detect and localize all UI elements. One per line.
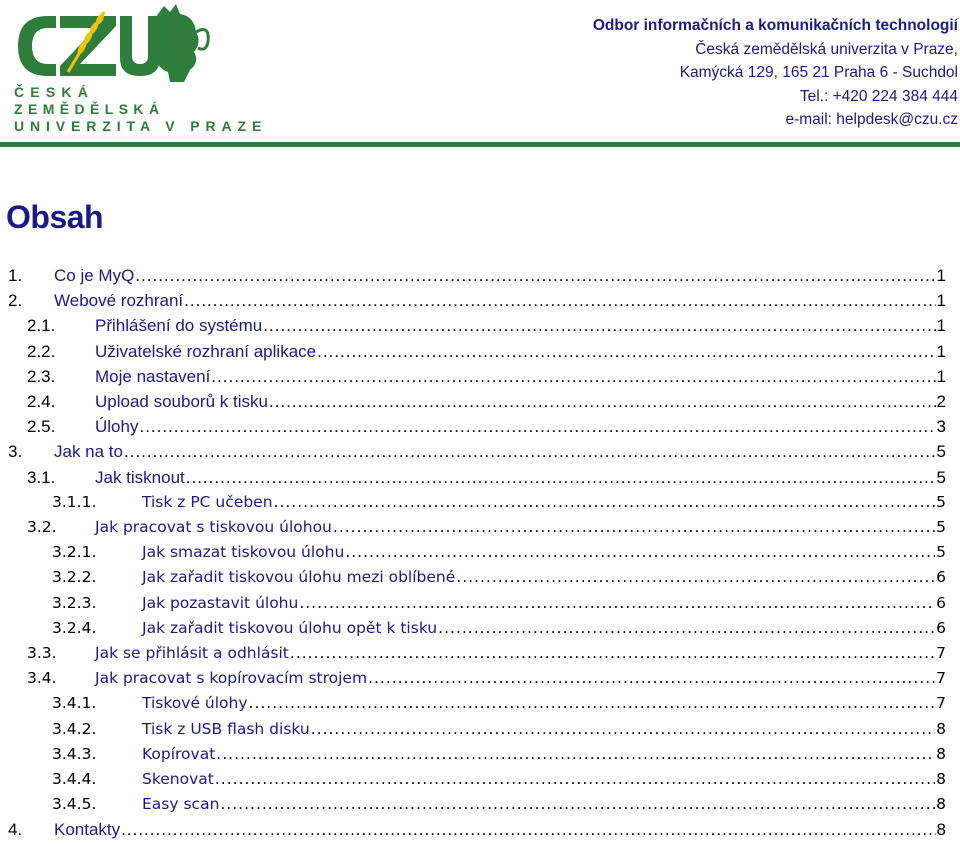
toc-entry-page: 8 [936, 820, 946, 840]
toc-entry-number: 2.3. [27, 366, 56, 386]
toc-entry-page: 6 [936, 568, 946, 587]
toc-dot-leader [333, 518, 935, 536]
toc-dot-leader [368, 669, 935, 687]
toc-entry[interactable] [27, 316, 946, 340]
toc-entry-number: 3.1.1. [52, 492, 97, 511]
toc-entry-page: 1 [936, 341, 946, 361]
toc-entry[interactable] [52, 694, 946, 718]
toc-entry-label[interactable]: Jak tisknout [95, 467, 185, 487]
toc-entry[interactable] [27, 644, 946, 668]
department-name: Odbor informačních a komunikačních technologií [592, 17, 958, 34]
toc-dot-leader [290, 644, 935, 662]
toc-entry-page: 5 [936, 442, 946, 462]
toc-entry-page: 1 [936, 366, 946, 386]
toc-entry[interactable] [27, 392, 946, 416]
toc-entry-label[interactable]: Jak na to [54, 442, 123, 462]
toc-entry-label[interactable]: Uživatelské rozhraní aplikace [95, 341, 317, 361]
toc-entry[interactable] [52, 568, 946, 592]
toc-entry-label[interactable]: Jak pracovat s kopírovacím strojem [95, 669, 368, 688]
toc-dot-leader [299, 594, 935, 612]
toc-dot-leader [249, 694, 936, 712]
toc-entry-page: 1 [936, 291, 946, 311]
toc-entry-page: 6 [936, 618, 946, 637]
toc-entry-page: 1 [936, 316, 946, 336]
toc-entry[interactable] [27, 367, 946, 391]
logo-line-1: ČESKÁ [14, 84, 95, 100]
toc-entry[interactable] [52, 543, 946, 567]
toc-entry-label[interactable]: Upload souborů k tisku [95, 392, 268, 411]
toc-heading: Obsah [6, 199, 104, 235]
logo-line-3: UNIVERZITA V PRAZE [14, 118, 268, 134]
toc-dot-leader [184, 291, 935, 311]
toc-entry-page: 8 [936, 744, 946, 763]
toc-dot-leader [263, 316, 935, 336]
toc-entry-page: 7 [936, 669, 946, 688]
toc-dot-leader [317, 342, 935, 362]
toc-entry[interactable] [52, 493, 946, 517]
toc-entry-label[interactable]: Jak pozastavit úlohu [142, 593, 299, 612]
toc-entry-page: 5 [936, 543, 946, 562]
header-divider [0, 142, 960, 147]
toc-entry-page: 6 [936, 593, 946, 612]
toc-entry[interactable] [52, 594, 946, 618]
toc-entry-label[interactable]: Tiskové úlohy [142, 694, 248, 713]
toc-entry[interactable] [27, 342, 946, 366]
toc-entry[interactable] [27, 468, 946, 492]
university-name: Česká zemědělská univerzita v Praze, [695, 40, 958, 58]
toc-entry-number: 3.4.4. [52, 770, 97, 788]
toc-entry-number: 3.4.2. [52, 719, 97, 738]
toc-entry-number: 3.2. [27, 518, 57, 536]
toc-entry-page: 2 [936, 392, 946, 411]
toc-entry-number: 3.4.5. [52, 795, 97, 814]
toc-entry-label[interactable]: Jak zařadit tiskovou úlohu opět k tisku [142, 618, 438, 637]
toc-dot-leader [269, 392, 936, 412]
toc-entry[interactable] [8, 291, 946, 315]
contact-block [593, 14, 958, 132]
toc-entry-label[interactable]: Moje nastavení [95, 366, 211, 386]
toc-entry-page: 8 [936, 719, 946, 738]
toc-entry[interactable] [27, 669, 946, 693]
toc-entry-number: 3.3. [27, 644, 57, 662]
toc-entry-number: 3. [8, 442, 23, 462]
toc-dot-leader [211, 367, 935, 387]
toc-entry-label[interactable]: Jak pracovat s tiskovou úlohou [95, 518, 332, 536]
toc-dot-leader [121, 820, 935, 840]
toc-entry-number: 3.2.4. [52, 618, 97, 637]
toc-entry-label[interactable]: Jak smazat tiskovou úlohu [142, 543, 345, 562]
toc-entry[interactable] [52, 795, 946, 819]
toc-dot-leader [139, 417, 935, 437]
toc-entry-label[interactable]: Přihlášení do systému [95, 316, 263, 336]
toc-entry-number: 2.2. [27, 341, 56, 361]
toc-entry-number: 2. [8, 291, 23, 311]
toc-entry-page: 1 [936, 266, 946, 285]
toc-entry-label[interactable]: Easy scan [142, 795, 220, 814]
toc-dot-leader [311, 720, 935, 738]
toc-entry[interactable] [8, 442, 946, 466]
toc-entry-number: 3.4.3. [52, 744, 97, 763]
toc-dot-leader [438, 619, 935, 637]
toc-entry-number: 3.2.1. [52, 543, 97, 562]
toc-entry-number: 1. [8, 266, 23, 285]
toc-entry-page: 7 [936, 644, 946, 662]
toc-entry-page: 5 [936, 492, 946, 511]
toc-dot-leader [124, 442, 936, 462]
toc-entry-page: 5 [936, 518, 946, 536]
toc-entry-number: 3.2.2. [52, 568, 97, 587]
toc-entry-label[interactable]: Co je MyQ [54, 266, 135, 285]
toc-dot-leader [345, 543, 935, 561]
toc-entry-page: 3 [936, 417, 946, 437]
toc-entry[interactable] [52, 770, 946, 794]
toc-entry-label[interactable]: Webové rozhraní [54, 291, 184, 311]
toc-dot-leader [216, 745, 935, 763]
toc-entry-number: 3.4. [27, 669, 57, 688]
toc-entry-label[interactable]: Úlohy [95, 417, 139, 437]
toc-entry-page: 8 [936, 770, 946, 788]
toc-entry-label[interactable]: Jak se přihlásit a odhlásit [95, 644, 289, 662]
toc-dot-leader [274, 493, 936, 511]
address: Kamýcká 129, 165 21 Praha 6 - Suchdol [679, 64, 958, 81]
toc-dot-leader [135, 266, 935, 286]
toc-entry-label[interactable]: Jak zařadit tiskovou úlohu mezi oblíbené [142, 568, 456, 587]
toc-entry-number: 2.5. [27, 417, 56, 437]
toc-entry-label[interactable]: Kopírovat [142, 744, 216, 763]
toc-dot-leader [186, 468, 936, 488]
toc-entry[interactable] [52, 619, 946, 643]
toc-entry-number: 4. [8, 820, 23, 840]
phone: Tel.: +420 224 384 444 [799, 87, 958, 105]
toc-entry-number: 3.2.3. [52, 593, 97, 612]
toc-entry[interactable] [52, 720, 946, 744]
toc-dot-leader [456, 568, 935, 586]
toc-entry-page: 8 [936, 795, 946, 814]
toc-entry-page: 5 [936, 467, 946, 487]
toc-entry-number: 3.1. [27, 467, 56, 487]
page-header [0, 0, 960, 150]
toc-entry-number: 2.1. [27, 316, 56, 336]
toc-entry-number: 3.4.1. [52, 694, 97, 713]
toc-entry[interactable] [52, 745, 946, 769]
toc-entry[interactable] [8, 266, 946, 290]
toc-entry[interactable] [27, 417, 946, 441]
toc-entry-number: 2.4. [27, 392, 56, 411]
toc-dot-leader [220, 795, 935, 813]
toc-dot-leader [215, 770, 935, 788]
logo-line-2: ZEMĚDĚLSKÁ [14, 101, 165, 117]
toc-entry[interactable] [8, 820, 946, 844]
email-link[interactable]: e-mail: helpdesk@czu.cz [785, 111, 958, 128]
toc-entry[interactable] [27, 518, 946, 542]
toc-entry-label[interactable]: Skenovat [142, 770, 214, 788]
toc-entry-label[interactable]: Tisk z USB flash disku [142, 719, 310, 738]
toc-entry-page: 7 [936, 694, 946, 713]
toc-entry-label[interactable]: Tisk z PC učeben [142, 492, 273, 511]
toc-entry-label[interactable]: Kontakty [54, 820, 121, 840]
